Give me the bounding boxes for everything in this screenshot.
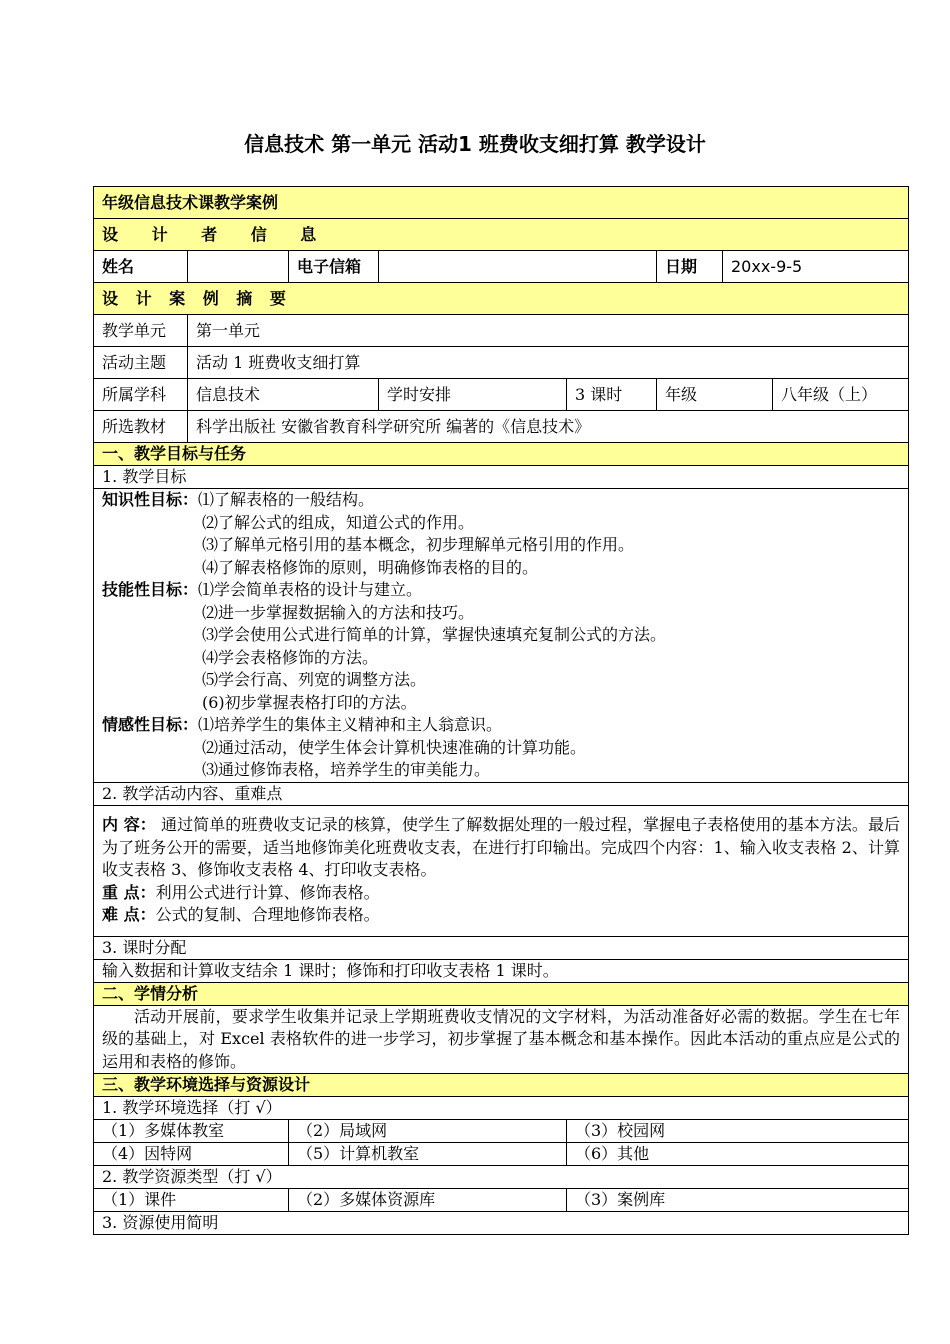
key-point-text: 利用公式进行计算、修饰表格。 xyxy=(155,882,380,902)
name-value xyxy=(188,251,289,283)
subject-label: 所属学科 xyxy=(94,379,188,411)
emotion-item: ⑶通过修饰表格，培养学生的审美能力。 xyxy=(202,760,491,779)
hours-allocation-subheading: 3. 课时分配 xyxy=(94,936,909,959)
resource-type-subheading: 2. 教学资源类型（打 √） xyxy=(94,1166,909,1189)
lesson-plan-table xyxy=(93,186,909,1235)
grade-label: 年级 xyxy=(657,379,773,411)
skill-item: ⑵进一步掌握数据输入的方法和技巧。 xyxy=(202,602,475,622)
emotion-label: 情感性目标： xyxy=(102,715,199,734)
hours-label: 学时安排 xyxy=(379,379,567,411)
emotion-item: ⑵通过活动，使学生体会计算机快速准确的计算功能。 xyxy=(202,737,587,757)
textbook-label: 所选教材 xyxy=(94,411,188,443)
knowledge-item: ⑴了解表格的一般结构。 xyxy=(198,490,375,509)
content-block xyxy=(94,805,909,936)
env-option: （3）校园网 xyxy=(567,1120,909,1143)
date-value: 20xx-9-5 xyxy=(723,251,909,283)
section3-heading: 三、教学环境选择与资源设计 xyxy=(94,1074,909,1097)
skill-item: ⑷学会表格修饰的方法。 xyxy=(202,647,379,667)
skill-item: (6)初步掌握表格打印的方法。 xyxy=(202,692,417,712)
knowledge-item: ⑶了解单元格引用的基本概念，初步理解单元格引用的作用。 xyxy=(202,535,635,554)
email-value xyxy=(379,251,657,283)
grade-value: 八年级（上） xyxy=(773,379,909,411)
skill-item: ⑸学会行高、列宽的调整方法。 xyxy=(202,670,427,689)
subject-value: 信息技术 xyxy=(188,379,379,411)
skill-label: 技能性目标： xyxy=(102,580,199,599)
hours-allocation-text: 输入数据和计算收支结余 1 课时；修饰和打印收支表格 1 课时。 xyxy=(94,959,909,982)
hours-value: 3 课时 xyxy=(567,379,657,411)
theme-label: 活动主题 xyxy=(94,347,188,379)
difficulty-label: 难 点： xyxy=(102,905,156,925)
unit-value: 第一单元 xyxy=(188,315,909,347)
email-label: 电子信箱 xyxy=(289,251,379,283)
resource-usage-subheading: 3. 资源使用简明 xyxy=(94,1212,909,1235)
textbook-value: 科学出版社 安徽省教育科学研究所 编著的《信息技术》 xyxy=(188,411,909,443)
content-label: 内 容： xyxy=(102,815,156,835)
env-option: （4）因特网 xyxy=(94,1143,289,1166)
key-point-label: 重 点： xyxy=(102,882,156,902)
learner-analysis-text: 活动开展前，要求学生收集并记录上学期班费收支情况的文字材料，为活动准备好必需的数据。学生在七年级的基础上，对 Excel 表格软件的进一步学习，初步掌握了基本概念和基本操作。因此本活动的重点应是公式的运用和表格的修饰。 xyxy=(94,1005,909,1074)
env-option: （6）其他 xyxy=(567,1143,909,1166)
goals-block xyxy=(94,489,909,783)
resource-option: （3）案例库 xyxy=(567,1189,909,1212)
env-option: （1）多媒体教室 xyxy=(94,1120,289,1143)
resource-option: （1）课件 xyxy=(94,1189,289,1212)
env-option: （2）局域网 xyxy=(289,1120,567,1143)
skill-item: ⑶学会使用公式进行简单的计算，掌握快速填充复制公式的方法。 xyxy=(202,625,667,644)
knowledge-item: ⑵了解公式的组成，知道公式的作用。 xyxy=(202,512,475,532)
unit-label: 教学单元 xyxy=(94,315,188,347)
content-text: 通过简单的班费收支记录的核算，使学生了解数据处理的一般过程，掌握电子表格使用的基本方法。最后为了班务公开的需要，适当地修饰美化班费收支表，在进行打印输出。完成四个内容：1、输入收支表格 2、计算收支表格 3、修饰收支表格 4、打印收支表格。 xyxy=(102,815,901,880)
difficulty-text: 公式的复制、合理地修饰表格。 xyxy=(155,905,380,925)
activity-content-subheading: 2. 教学活动内容、重难点 xyxy=(94,782,909,805)
knowledge-label: 知识性目标： xyxy=(102,490,199,509)
case-summary-heading: 设 计 案 例 摘 要 xyxy=(94,283,909,315)
env-option: （5）计算机教室 xyxy=(289,1143,567,1166)
date-label: 日期 xyxy=(657,251,723,283)
page-title: 信息技术 第一单元 活动1 班费收支细打算 教学设计 xyxy=(244,132,706,156)
teaching-goals-subheading: 1. 教学目标 xyxy=(94,466,909,489)
designer-info-heading: 设 计 者 信 息 xyxy=(94,219,909,251)
section2-heading: 二、学情分析 xyxy=(94,982,909,1005)
case-title: 年级信息技术课教学案例 xyxy=(94,187,909,219)
environment-subheading: 1. 教学环境选择（打 √） xyxy=(94,1097,909,1120)
resource-option: （2）多媒体资源库 xyxy=(289,1189,567,1212)
emotion-item: ⑴培养学生的集体主义精神和主人翁意识。 xyxy=(198,715,503,734)
name-label: 姓名 xyxy=(94,251,188,283)
section1-heading: 一、教学目标与任务 xyxy=(94,443,909,466)
knowledge-item: ⑷了解表格修饰的原则，明确修饰表格的目的。 xyxy=(202,557,539,577)
skill-item: ⑴学会简单表格的设计与建立。 xyxy=(198,580,423,599)
theme-value: 活动 1 班费收支细打算 xyxy=(188,347,909,379)
